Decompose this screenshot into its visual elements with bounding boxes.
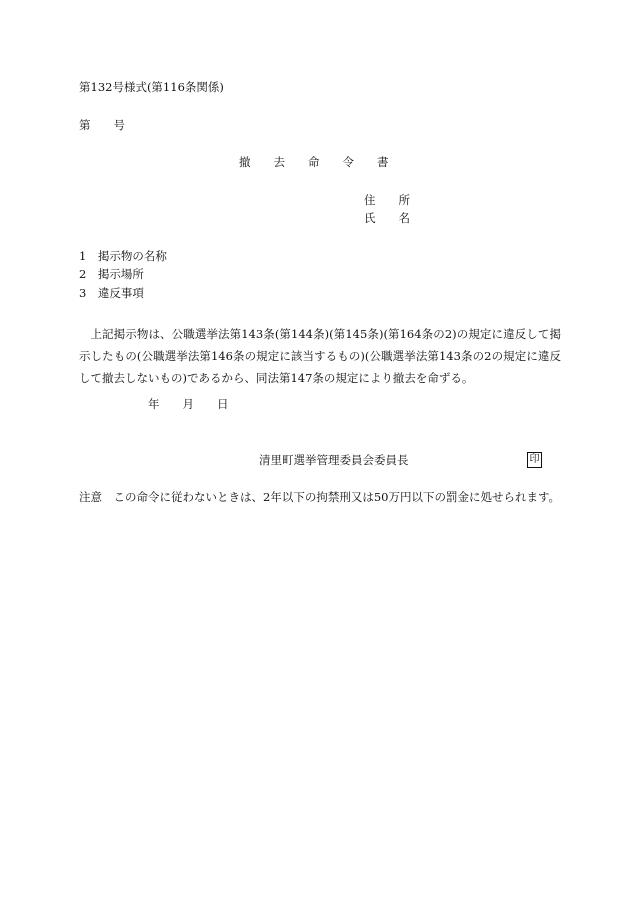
penalty-notice: 注意 この命令に従わないときは、2年以下の拘禁刑又は50万円以下の罰金に処せられます。	[79, 490, 561, 504]
name-label: 氏 名	[364, 211, 410, 225]
date-line: 年 月 日	[148, 397, 229, 411]
seal-mark: 印	[527, 452, 542, 468]
order-body: 上記掲示物は、公職選挙法第143条(第144条)(第145条)(第164条の2)の規定に違反して掲示したもの(公職選挙法第146条の規定に該当するもの)(公職選挙法第143条の2の規定に違反して撤去しないもの)であるから、同法第147条の規定により撤去を命ずる。	[79, 327, 561, 385]
document-title: 撤 去 命 令 書	[239, 155, 389, 169]
item-name: 1 掲示物の名称	[79, 249, 167, 263]
item-location: 2 掲示場所	[79, 267, 144, 281]
issuer-title: 清里町選挙管理委員会委員長	[259, 453, 409, 467]
address-label: 住 所	[364, 193, 410, 207]
form-number: 第132号様式(第116条関係)	[79, 80, 224, 94]
item-violation: 3 違反事項	[79, 286, 144, 300]
document-number: 第 号	[79, 118, 125, 132]
